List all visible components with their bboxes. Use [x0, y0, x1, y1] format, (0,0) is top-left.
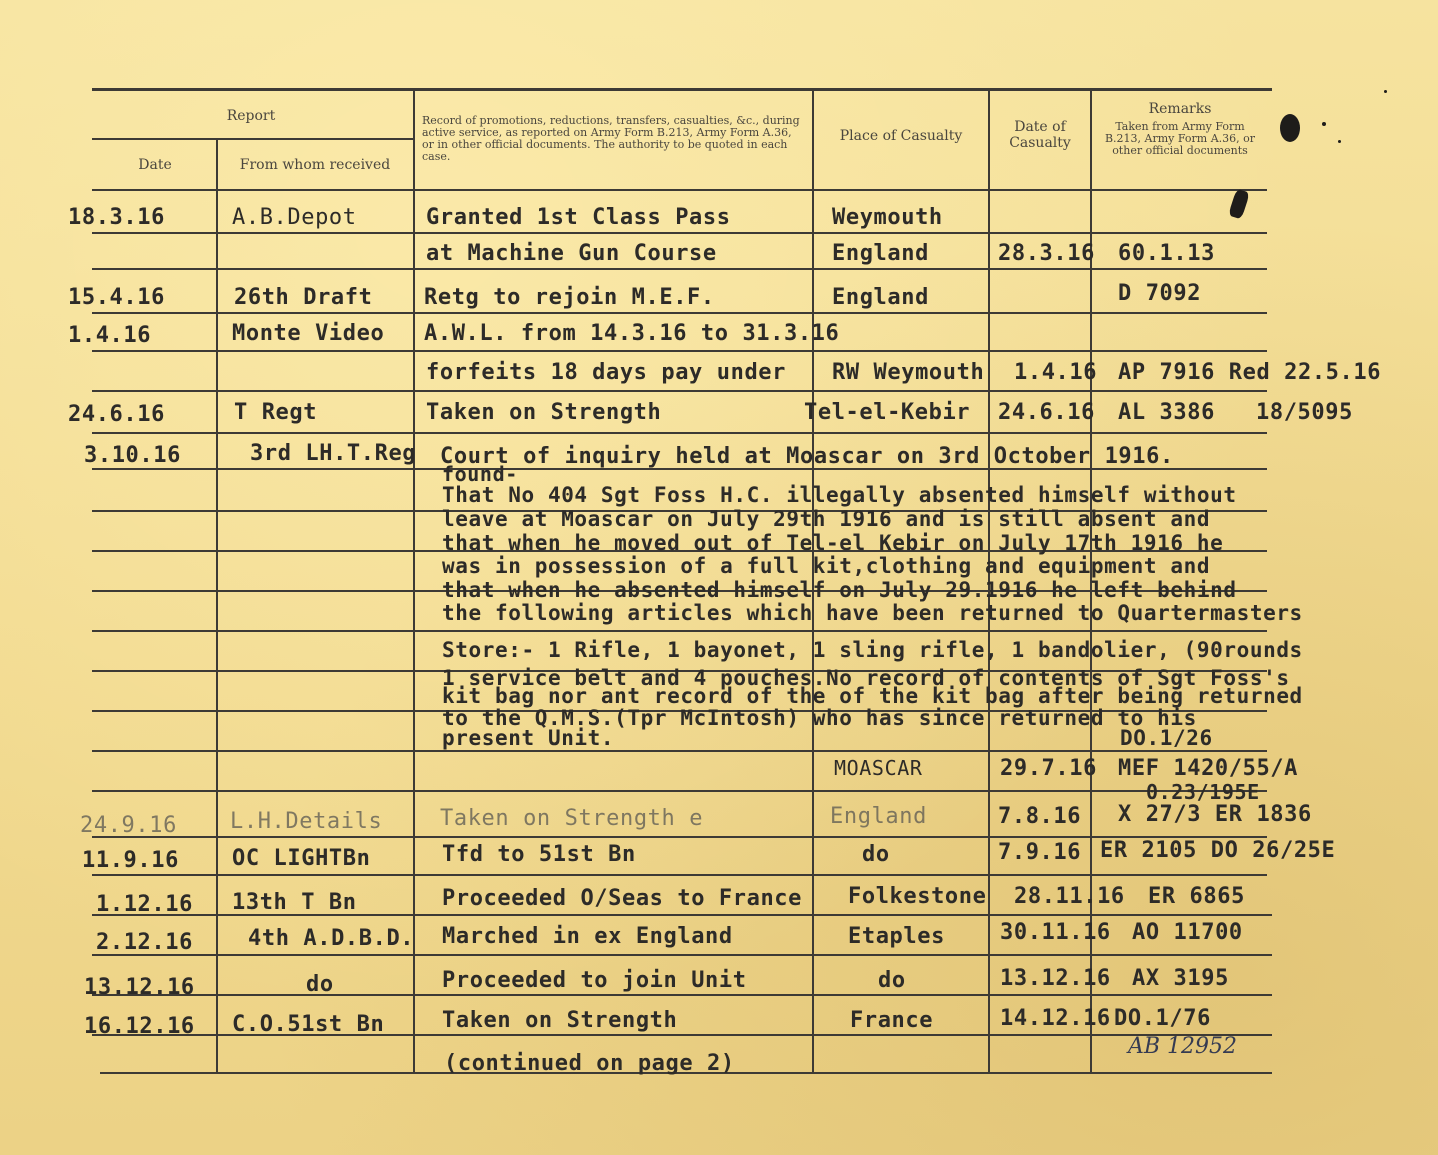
rule-row [92, 954, 1272, 956]
handwritten-annotation: AB 12952 [1128, 1034, 1238, 1059]
entry-date-casualty: 7.9.16 [998, 840, 1082, 865]
header-remarks-sub: Taken from Army Form B.213, Army Form A.36, or other official documents [1104, 120, 1256, 157]
ink-speck [1338, 140, 1341, 143]
entry-remarks: AL 3386 [1118, 400, 1215, 425]
entry-place: England [832, 241, 929, 266]
entry-place: MOASCAR [834, 756, 923, 780]
entry-place: do [862, 842, 890, 867]
inquiry-line: 1 service belt and 4 pouches.No record of contents of Sgt Foss's [442, 666, 1290, 690]
entry-remarks: AX 3195 [1132, 966, 1229, 991]
entry-remarks: DO.1/76 [1114, 1006, 1211, 1031]
entry-remarks: AO 11700 [1132, 920, 1243, 945]
entry-remarks: 0.23/195E [1146, 780, 1260, 804]
entry-from: Monte Video [232, 321, 385, 346]
entry-place: Etaples [848, 924, 945, 949]
rule-row [92, 994, 1272, 996]
entry-date: 1.4.16 [68, 323, 152, 348]
entry-record: Tfd to 51st Bn [442, 842, 636, 867]
inquiry-line: kit bag nor ant record of the of the kit bag after being returned [442, 684, 1303, 708]
entry-date: 2.12.16 [96, 930, 193, 955]
inquiry-line: that when he moved out of Tel-el Kebir on July 17th 1916 he [442, 531, 1224, 555]
entry-place: RW Weymouth [832, 360, 985, 385]
entry-date-casualty: 28.11.16 [1014, 884, 1125, 909]
entry-remarks: AP 7916 Red 22.5.16 [1118, 360, 1382, 385]
entry-record: Taken on Strength [426, 400, 662, 425]
inquiry-line: present Unit. [442, 726, 615, 750]
entry-from: T Regt [234, 400, 318, 425]
entry-date: 24.9.16 [80, 813, 177, 838]
entry-record: Proceeded to join Unit [442, 968, 747, 993]
entry-place: England [830, 804, 927, 829]
ink-blot [1280, 114, 1300, 142]
entry-record: forfeits 18 days pay under [426, 360, 786, 385]
header-report: Report [226, 108, 276, 124]
header-date-cas-2: Casualty [1009, 135, 1071, 151]
entry-remarks: ER 2105 DO 26/25E [1100, 838, 1336, 863]
entry-remarks: D 7092 [1118, 281, 1202, 306]
entry-remarks: 18/5095 [1256, 400, 1353, 425]
entry-date: 15.4.16 [68, 285, 165, 310]
entry-date: 16.12.16 [84, 1014, 195, 1039]
entry-record: A.W.L. from 14.3.16 to 31.3.16 [424, 321, 840, 346]
col-divider-date [216, 138, 218, 1074]
inquiry-line: that when he absented himself on July 29.1916 he left behind [442, 578, 1237, 602]
entry-date-casualty: 1.4.16 [1014, 360, 1098, 385]
inquiry-heading: Court of inquiry held at Moascar on 3rd October 1916. [440, 444, 1174, 469]
entry-remarks: ER 6865 [1148, 884, 1245, 909]
inquiry-line: was in possession of a full kit,clothing and equipment and [442, 554, 1211, 578]
entry-date-casualty: 13.12.16 [1000, 966, 1111, 991]
entry-date-casualty: 28.3.16 [998, 241, 1095, 266]
inquiry-found: found- [442, 462, 518, 486]
entry-from: OC LIGHTBn [232, 846, 371, 871]
entry-remarks: X 27/3 ER 1836 [1118, 802, 1312, 827]
entry-from: do [306, 972, 334, 997]
header-remarks: Remarks [1148, 101, 1212, 117]
entry-record: Retg to rejoin M.E.F. [424, 285, 715, 310]
entry-date: 11.9.16 [82, 848, 179, 873]
continued-note: (continued on page 2) [444, 1051, 735, 1076]
entry-place: Tel-el-Kebir [804, 400, 971, 425]
entry-place: do [878, 968, 906, 993]
entry-date-casualty: 30.11.16 [1000, 920, 1111, 945]
rule-top [92, 88, 1272, 91]
entry-date-casualty: 24.6.16 [998, 400, 1095, 425]
entry-from: C.O.51st Bn [232, 1012, 385, 1037]
inquiry-line: the following articles which have been returned to Quartermasters [442, 601, 1303, 625]
header-place: Place of Casualty [839, 128, 963, 144]
entry-date: 13.12.16 [84, 975, 195, 1000]
header-date: Date [138, 157, 172, 173]
entry-date-casualty: 7.8.16 [998, 804, 1082, 829]
entry-date: 1.12.16 [96, 892, 193, 917]
inquiry-line: to the Q.M.S.(Tpr McIntosh) who has since returned to his [442, 706, 1197, 730]
ink-blot [1228, 189, 1250, 220]
header-date-cas-1: Date of [1014, 119, 1066, 135]
entry-place: Weymouth [832, 205, 943, 230]
entry-from: L.H.Details [230, 809, 383, 834]
header-record: Record of promotions, reductions, transfers, casualties, &c., during active service, as reported on Army Form B.213, Army Form A.36, or in other official documents. The authority to be quoted in each case. [422, 114, 800, 163]
entry-place: England [832, 285, 929, 310]
inquiry-line: Store:- 1 Rifle, 1 bayonet, 1 sling rifle, 1 bandolier, (90rounds [442, 638, 1303, 662]
inquiry-line: leave at Moascar on July 29th 1916 and is still absent and [442, 507, 1211, 531]
entry-record: Granted 1st Class Pass [426, 205, 731, 230]
entry-date-casualty: 29.7.16 [1000, 756, 1097, 781]
entry-place: France [850, 1008, 934, 1033]
entry-record: Taken on Strength [442, 1008, 678, 1033]
rule-report-split [92, 138, 414, 140]
ink-speck [1384, 90, 1387, 93]
entry-remarks: DO.1/26 [1120, 726, 1213, 750]
entry-record: Taken on Strength e [440, 806, 704, 831]
entry-from: 3rd LH.T.Reg [250, 441, 417, 466]
header-from-whom: From whom received [239, 157, 391, 173]
entry-remarks: MEF 1420/55/A [1118, 756, 1298, 781]
inquiry-line: That No 404 Sgt Foss H.C. illegally absented himself without [442, 483, 1237, 507]
entry-record: at Machine Gun Course [426, 241, 717, 266]
entry-from: 13th T Bn [232, 890, 357, 915]
entry-record: Proceeded O/Seas to France [442, 886, 802, 911]
entry-place: Folkestone [848, 884, 987, 909]
entry-date: 24.6.16 [68, 402, 165, 427]
entry-date: 3.10.16 [84, 443, 181, 468]
entry-from: 26th Draft [234, 285, 373, 310]
entry-from: 4th A.D.B.D. [248, 926, 415, 951]
entry-from: A.B.Depot [232, 205, 357, 230]
entry-date-casualty: 14.12.16 [1000, 1006, 1111, 1031]
entry-remarks: 60.1.13 [1118, 241, 1215, 266]
ink-speck [1322, 122, 1326, 126]
entry-date: 18.3.16 [68, 205, 165, 230]
entry-record: Marched in ex England [442, 924, 733, 949]
